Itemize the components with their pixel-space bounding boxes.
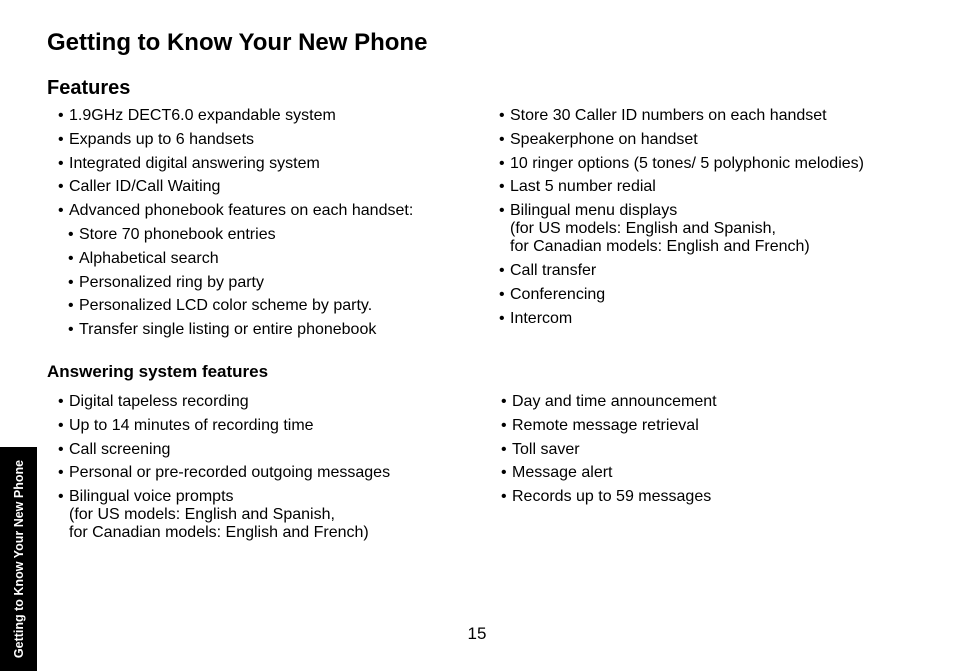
list-item (58, 321, 478, 339)
list-item-text: Personalized ring by party (79, 273, 264, 291)
list-item (499, 131, 939, 149)
list-item-text: Call transfer (510, 261, 597, 279)
list-item (58, 274, 478, 292)
list-item (501, 441, 921, 459)
answering-left-list (58, 393, 478, 548)
side-tab (0, 447, 37, 671)
answering-heading: Answering system features (47, 362, 269, 381)
answering-right-list (501, 393, 921, 512)
bullet-icon: • (501, 440, 507, 458)
list-item-text: Records up to 59 messages (512, 488, 712, 506)
list-item (501, 393, 921, 411)
list-item (501, 488, 921, 506)
bullet-icon: • (499, 285, 505, 303)
list-item-text: Caller ID/Call Waiting (69, 178, 221, 196)
list-item (499, 286, 939, 304)
list-item-text: 10 ringer options (5 tones/ 5 polyphonic melodies) (510, 154, 864, 172)
list-item (58, 297, 478, 315)
bullet-icon: • (499, 309, 505, 327)
list-item-text: Bilingual voice prompts (for US models: English and Spanish, for Canadian models: English and French) (69, 488, 369, 542)
bullet-icon: • (58, 130, 64, 148)
list-item-text: Personal or pre-recorded outgoing messages (69, 464, 391, 482)
bullet-icon: • (58, 154, 64, 172)
bullet-icon: • (68, 297, 74, 315)
list-item (58, 417, 478, 435)
bullet-icon: • (58, 393, 64, 410)
list-item-text: Up to 14 minutes of recording time (69, 416, 314, 434)
bullet-icon: • (58, 202, 64, 220)
list-item (58, 155, 478, 173)
list-item (499, 310, 939, 328)
list-item-text: Intercom (510, 309, 573, 327)
list-item-text: Day and time announcement (512, 393, 717, 410)
bullet-icon: • (499, 202, 505, 220)
list-item-text: Bilingual menu displays (for US models: English and Spanish, for Canadian models: English and French) (510, 202, 810, 256)
bullet-icon: • (58, 440, 64, 458)
bullet-icon: • (499, 178, 505, 196)
side-tab-label: Getting to Know Your New Phone (12, 459, 26, 659)
list-item (58, 441, 478, 459)
list-item-text: Store 70 phonebook entries (79, 225, 276, 243)
list-item (499, 262, 939, 280)
list-item (58, 393, 478, 411)
bullet-icon: • (501, 464, 507, 482)
list-item-text: Transfer single listing or entire phonebook (79, 321, 377, 339)
list-item-text: Call screening (69, 440, 171, 458)
bullet-icon: • (58, 178, 64, 196)
list-item (58, 202, 478, 220)
list-item-text: Last 5 number redial (510, 178, 656, 196)
bullet-icon: • (501, 488, 507, 506)
page-title: Getting to Know Your New Phone (47, 29, 428, 56)
page-number: 15 (467, 624, 487, 643)
list-item-text: Advanced phonebook features on each handset: (69, 202, 414, 220)
list-item-text: Store 30 Caller ID numbers on each handset (510, 107, 827, 124)
bullet-icon: • (499, 261, 505, 279)
list-item-text: Speakerphone on handset (510, 130, 698, 148)
list-item (58, 250, 478, 268)
list-item (58, 131, 478, 149)
list-item-text: Message alert (512, 464, 613, 482)
bullet-icon: • (501, 416, 507, 434)
list-item-text: Integrated digital answering system (69, 154, 320, 172)
list-item (499, 107, 939, 125)
features-left-list (58, 107, 478, 345)
list-item-text: Remote message retrieval (512, 416, 699, 434)
bullet-icon: • (68, 273, 74, 291)
list-item (58, 107, 478, 125)
list-item (499, 155, 939, 173)
bullet-icon: • (499, 107, 505, 124)
list-item (499, 202, 939, 256)
features-heading: Features (47, 77, 131, 99)
list-item-text: 1.9GHz DECT6.0 expandable system (69, 107, 336, 124)
bullet-icon: • (58, 464, 64, 482)
bullet-icon: • (501, 393, 507, 410)
list-item-text: Alphabetical search (79, 249, 219, 267)
list-item-text: Digital tapeless recording (69, 393, 249, 410)
list-item-text: Toll saver (512, 440, 580, 458)
bullet-icon: • (58, 488, 64, 506)
list-item (58, 488, 478, 542)
bullet-icon: • (499, 154, 505, 172)
list-item (499, 178, 939, 196)
bullet-icon: • (58, 416, 64, 434)
list-item (58, 178, 478, 196)
list-item (501, 464, 921, 482)
list-item-text: Conferencing (510, 285, 606, 303)
bullet-icon: • (68, 249, 74, 267)
list-item-text: Personalized LCD color scheme by party. (79, 297, 373, 315)
bullet-icon: • (58, 107, 64, 124)
list-item (501, 417, 921, 435)
bullet-icon: • (68, 321, 74, 339)
features-right-list (499, 107, 939, 333)
list-item-text: Expands up to 6 handsets (69, 130, 255, 148)
list-item (58, 226, 478, 244)
bullet-icon: • (499, 130, 505, 148)
list-item (58, 464, 478, 482)
bullet-icon: • (68, 225, 74, 243)
